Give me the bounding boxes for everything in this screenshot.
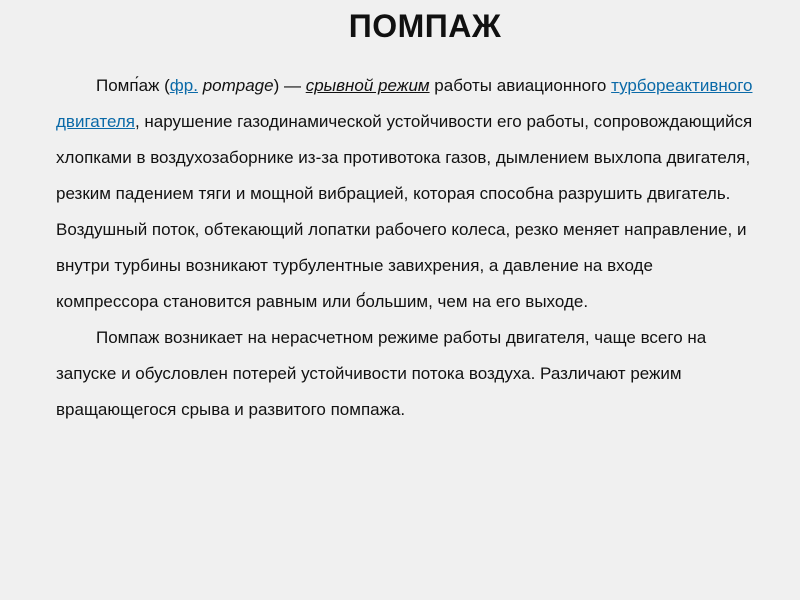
foreign-word: pompage [202,76,274,95]
turbojet-engine-link[interactable]: турбореактивного двигателя [56,76,753,131]
stall-mode-link[interactable]: срывной режим [305,76,430,95]
term: Помп́аж [96,76,160,95]
paragraph-occurrence: Помпаж возникает на нерасчетном режиме работы двигателя, чаще всего на запуске и обусловлен потерей устойчивости потока воздуха. Различают режим вращающегося срыва и развитого помпажа. [56,328,707,419]
text-after-stall: работы авиационного [429,76,612,95]
language-link[interactable]: фр. [169,76,198,95]
text-open-paren: ( [159,76,170,95]
page-title: ПОМПАЖ [348,8,502,44]
paragraph-definition [56,68,756,320]
text-rest: , нарушение газодинамической устойчивости его работы, сопровождающийся хлопками в воздухозаборнике из-за противотока газов, дымлением выхлопа двигателя, резким падением тяги и мощной вибрацией, которая способна разрушить двигатель. Воздушный поток, обтекающий лопатки рабочего колеса, резко меняет направление, и внутри турбины возникают турбулентные завихрения, а давление на входе компрессора становится равным или б́ольшим, чем на его выходе. [56,112,753,311]
text-dash: ) — [273,76,306,95]
article-body [56,68,756,428]
